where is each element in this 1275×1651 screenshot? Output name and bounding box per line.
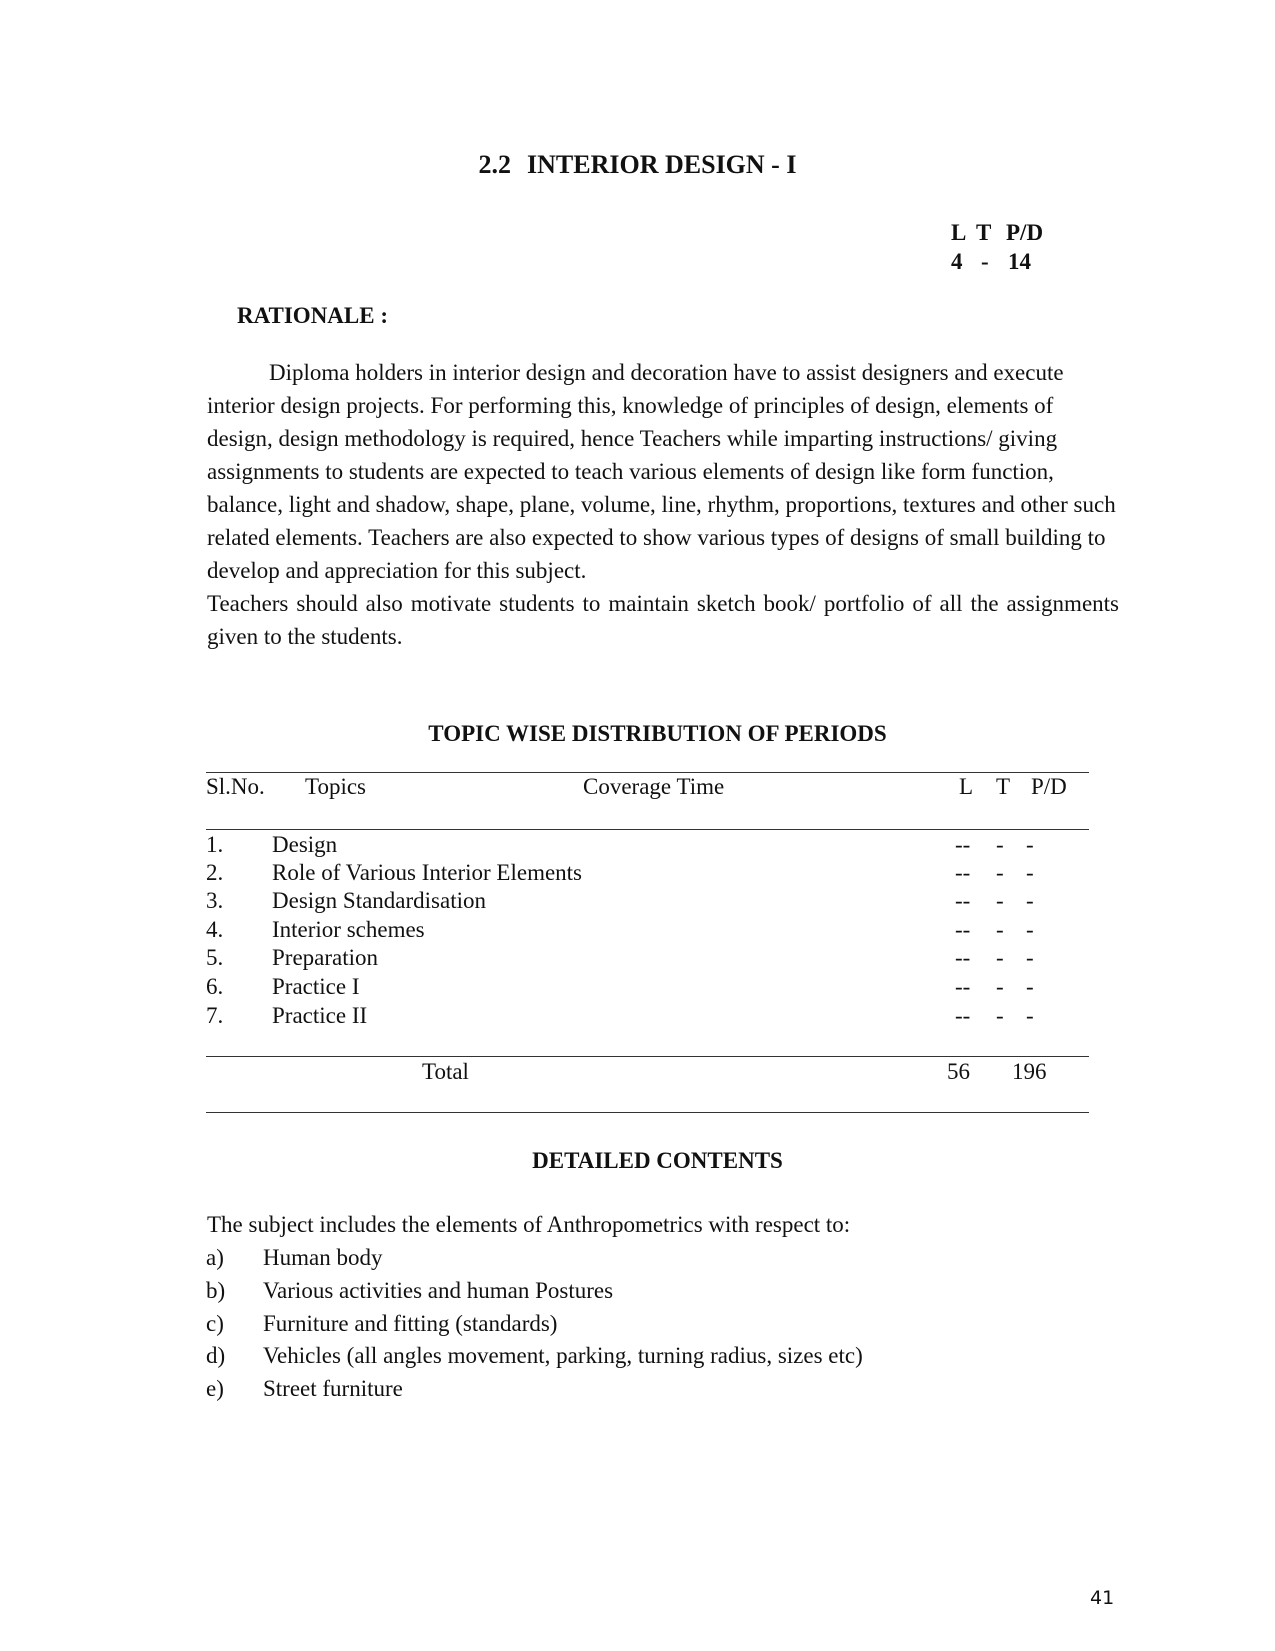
row-pd: - — [1026, 832, 1034, 857]
row-number: 5. — [206, 945, 224, 970]
column-header-topics: Topics — [305, 774, 366, 799]
detailed-contents-intro: The subject includes the elements of Anthropometrics with respect to: — [207, 1212, 851, 1237]
list-item-text: Furniture and fitting (standards) — [263, 1311, 558, 1336]
list-item-label: e) — [206, 1376, 224, 1401]
row-pd: - — [1026, 974, 1034, 999]
row-topic: Design Standardisation — [272, 888, 486, 913]
row-t: - — [996, 888, 1004, 913]
row-pd: - — [1026, 888, 1034, 913]
row-t: - — [996, 917, 1004, 942]
row-topic: Preparation — [272, 945, 379, 970]
row-topic: Role of Various Interior Elements — [272, 860, 583, 885]
row-number: 7. — [206, 1003, 224, 1028]
ltp-value-l: 4 — [951, 249, 963, 274]
list-item-label: a) — [206, 1245, 224, 1270]
row-number: 6. — [206, 974, 224, 999]
row-l: -- — [955, 832, 971, 857]
list-item-text: Human body — [263, 1245, 383, 1270]
row-number: 3. — [206, 888, 224, 913]
rationale-heading: RATIONALE : — [237, 303, 389, 328]
row-l: -- — [955, 888, 971, 913]
row-l: -- — [955, 1003, 971, 1028]
row-number: 2. — [206, 860, 224, 885]
column-header-coverage: Coverage Time — [583, 774, 725, 799]
ltp-label-l: L — [951, 220, 967, 245]
distribution-heading: TOPIC WISE DISTRIBUTION OF PERIODS — [428, 721, 887, 746]
list-item-text: Vehicles (all angles movement, parking, turning radius, sizes etc) — [263, 1343, 863, 1368]
row-pd: - — [1026, 945, 1034, 970]
column-header-l: L — [959, 774, 974, 799]
row-t: - — [996, 945, 1004, 970]
list-item-text: Street furniture — [263, 1376, 403, 1401]
list-item-label: b) — [206, 1278, 226, 1303]
list-item-text: Various activities and human Postures — [263, 1278, 614, 1303]
total-label: Total — [422, 1059, 469, 1084]
list-item-label: c) — [206, 1311, 224, 1336]
table-bottom-rule — [206, 1112, 1089, 1113]
row-pd: - — [1026, 917, 1034, 942]
list-item-label: d) — [206, 1343, 226, 1368]
table-body-rule — [206, 1056, 1089, 1057]
row-pd: - — [1026, 1003, 1034, 1028]
rationale-paragraph-1: Diploma holders in interior design and decoration have to assist designers and execute interior design projects. For performing this, knowledge of principles of design, elements of design, design methodology is required, hence Teachers while imparting instructions/ giving assignments to students are expected to teach various elements of design like form function, balance, light and shadow, shape, plane, volume, line, rhythm, proportions, textures and other such related elements. Teachers are also expected to show various types of designs of small building to develop and appreciation for this subject. — [207, 360, 1116, 583]
page-title — [0, 150, 1275, 180]
total-l: 56 — [947, 1059, 970, 1084]
ltp-value-pd: 14 — [1008, 249, 1031, 274]
row-t: - — [996, 974, 1004, 999]
row-t: - — [996, 832, 1004, 857]
row-number: 4. — [206, 917, 224, 942]
row-topic: Practice II — [272, 1003, 368, 1028]
row-topic: Design — [272, 832, 338, 857]
page-number: 41 — [1090, 1587, 1115, 1609]
ltp-label-t: T — [976, 220, 992, 245]
total-pd: 196 — [1012, 1059, 1047, 1084]
section-title: INTERIOR DESIGN - I — [527, 150, 797, 179]
row-l: -- — [955, 945, 971, 970]
detailed-contents-heading: DETAILED CONTENTS — [532, 1148, 783, 1173]
rationale-body — [207, 356, 1119, 653]
rationale-paragraph-2: Teachers should also motivate students to maintain sketch book/ portfolio of all the assignments given to the students. — [207, 591, 1119, 649]
column-header-t: T — [996, 774, 1011, 799]
row-number: 1. — [206, 832, 224, 857]
table-top-rule — [206, 772, 1089, 773]
row-topic: Interior schemes — [272, 917, 425, 942]
row-l: -- — [955, 974, 971, 999]
row-t: - — [996, 1003, 1004, 1028]
row-pd: - — [1026, 860, 1034, 885]
ltp-value-t: - — [981, 249, 989, 274]
section-number: 2.2 — [478, 150, 512, 179]
row-t: - — [996, 860, 1004, 885]
column-header-slno: Sl.No. — [206, 774, 265, 799]
ltp-label-pd: P/D — [1006, 220, 1044, 245]
row-l: -- — [955, 860, 971, 885]
table-header-rule — [206, 829, 1089, 830]
column-header-pd: P/D — [1031, 774, 1067, 799]
row-topic: Practice I — [272, 974, 360, 999]
row-l: -- — [955, 917, 971, 942]
